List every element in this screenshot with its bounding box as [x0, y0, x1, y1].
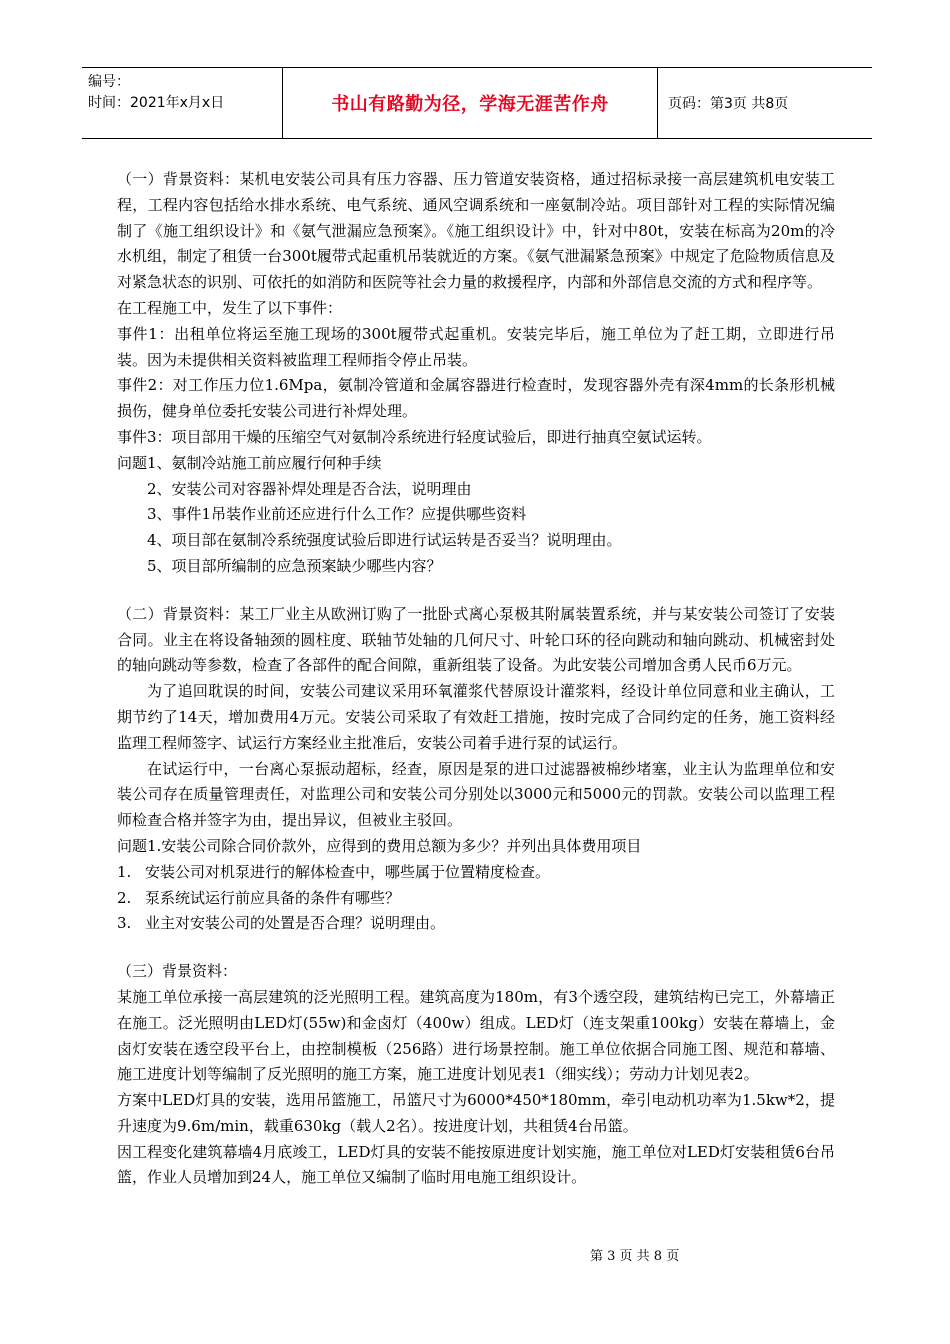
section1-event-1: 事件1：出租单位将运至施工现场的300t履带式起重机。安装完毕后，施工单位为了赶工期，立即进行吊装。因为未提供相关资料被监理工程师指令停止吊装。 — [117, 324, 835, 369]
section2-list-item — [117, 911, 835, 937]
section1-background: （一）背景资料：某机电安装公司具有压力容器、压力管道安装资格，通过招标录接一高层建筑机电安装工程，工程内容包括给水排水系统、电气系统、通风空调系统和一座氨制冷站。项目部针对工程的实际情况编制了《施工组织设计》和《氨气泄漏应急预案》。《施工组织设计》中，针对中80t，安装在标高为20m的冷水机组，制定了租赁一台300t履带式起重机吊装就近的方案。《氨气泄漏紧急预案》中规定了危险物质信息及对紧急状态的识别、可依托的如消防和医院等社会力量的救援程序，内部和外部信息交流的方式和程序等。 — [117, 170, 835, 292]
section3-paragraph-2: 方案中LED灯具的安装，选用吊篮施工，吊篮尺寸为6000*450*180mm，牵引电动机功率为1.5kw*2，提升速度为9.6m/min，载重630kg（载人2名）。按进度计划，共租赁4台吊篮。 — [117, 1091, 835, 1135]
section1-question-2: 2、安装公司对容器补焊处理是否合法，说明理由 — [147, 479, 472, 498]
list-item-text: 业主对安装公司的处置是否合理？说明理由。 — [145, 914, 446, 933]
section3-title: （三）背景资料： — [117, 962, 238, 981]
header-motto: 书山有路勤为径，学海无涯苦作舟 — [283, 68, 658, 138]
page-header — [82, 67, 872, 139]
section1-event-2: 事件2：对工作压力位1.6Mpa，氨制冷管道和金属容器进行检查时，发现容器外壳有深4mm的长条形机械损伤，健身单位委托安装公司进行补焊处理。 — [117, 376, 835, 421]
section3-paragraph-1: 某施工单位承接一高层建筑的泛光照明工程。建筑高度为180m，有3个透空段，建筑结构已完工，外幕墙正在施工。泛光照明由LED灯(55w)和金卤灯（400w）组成。LED灯（连支架重100kg）安装在幕墙上，金卤灯安装在透空段平台上，由控制模板（256路）进行场景控制。施工单位依据合同施工图、规范和幕墙、施工进度计划等编制了反光照明的施工方案，施工进度计划见表1（细实线）；劳动力计划见表2。 — [117, 987, 835, 1084]
section1-event-3: 事件3：项目部用干燥的压缩空气对氨制冷系统进行轻度试验后，即进行抽真空氨试运转。 — [117, 427, 712, 446]
section2-question-0: 问题1.安装公司除合同价款外，应得到的费用总额为多少？并列出具体费用项目 — [117, 836, 642, 855]
header-meta-cell — [82, 68, 283, 138]
list-item-number: 1. — [117, 862, 132, 881]
section1-question-1: 问题1、氨制冷站施工前应履行何种手续 — [117, 453, 382, 472]
document-date-label: 时间：2021年x月x日 — [88, 95, 225, 111]
list-item-number: 2. — [117, 888, 132, 907]
section1-question-4: 4、项目部在氨制冷系统强度试验后即进行试运转是否妥当？说明理由。 — [147, 531, 622, 550]
list-item-text: 安装公司对机泵进行的解体检查中，哪些属于位置精度检查。 — [145, 862, 551, 881]
list-item-text: 泵系统试运行前应具备的条件有哪些？ — [145, 888, 401, 907]
section-spacer — [117, 580, 835, 602]
header-page-number: 页码：第3页 共8页 — [668, 96, 789, 112]
section2-background: （二）背景资料：某工厂业主从欧洲订购了一批卧式离心泵极其附属装置系统，并与某安装公司签订了安装合同。业主在将设备轴颈的圆柱度、联轴节处轴的几何尺寸、叶轮口环的径向跳动和轴向跳动、机械密封处的轴向跳动等参数，检查了各部件的配合间隙，重新组装了设备。为此安装公司增加含勇人民币6万元。 — [117, 604, 835, 675]
section3-paragraph-3: 因工程变化建筑幕墙4月底竣工，LED灯具的安装不能按原进度计划实施，施工单位对LED灯安装租赁6台吊篮，作业人员增加到24人，施工单位又编制了临时用电施工组织设计。 — [117, 1142, 835, 1187]
list-item-number: 3. — [117, 914, 132, 933]
page-footer: 第 3 页 共 8 页 — [590, 1249, 680, 1264]
section2-paragraph-3: 在试运行中，一台离心泵振动超标，经查，原因是泵的进口过滤器被棉纱堵塞，业主认为监理单位和安装公司存在质量管理责任，对监理公司和安装公司分别处以3000元和5000元的罚款。安装公司以监理工程师检查合格并签字为由，提出异议，但被业主驳回。 — [117, 759, 835, 830]
section1-question-5: 5、项目部所编制的应急预案缺少哪些内容？ — [147, 556, 442, 575]
section1-question-3: 3、事件1吊装作业前还应进行什么工作？应提供哪些资料 — [147, 505, 527, 524]
section2-list-item — [117, 886, 835, 912]
document-body — [117, 167, 835, 1191]
section2-list-item — [117, 860, 835, 886]
document-number-label: 编号： — [88, 74, 130, 90]
section-spacer — [117, 937, 835, 959]
section1-intro: 在工程施工中，发生了以下事件： — [117, 298, 343, 317]
section2-paragraph-2: 为了追回耽误的时间，安装公司建议采用环氧灌浆代替原设计灌浆料，经设计单位同意和业主确认，工期节约了14天，增加费用4万元。安装公司采取了有效赶工措施，按时完成了合同约定的任务，施工资料经监理工程师签字、试运行方案经业主批准后，安装公司着手进行泵的试运行。 — [117, 682, 835, 752]
